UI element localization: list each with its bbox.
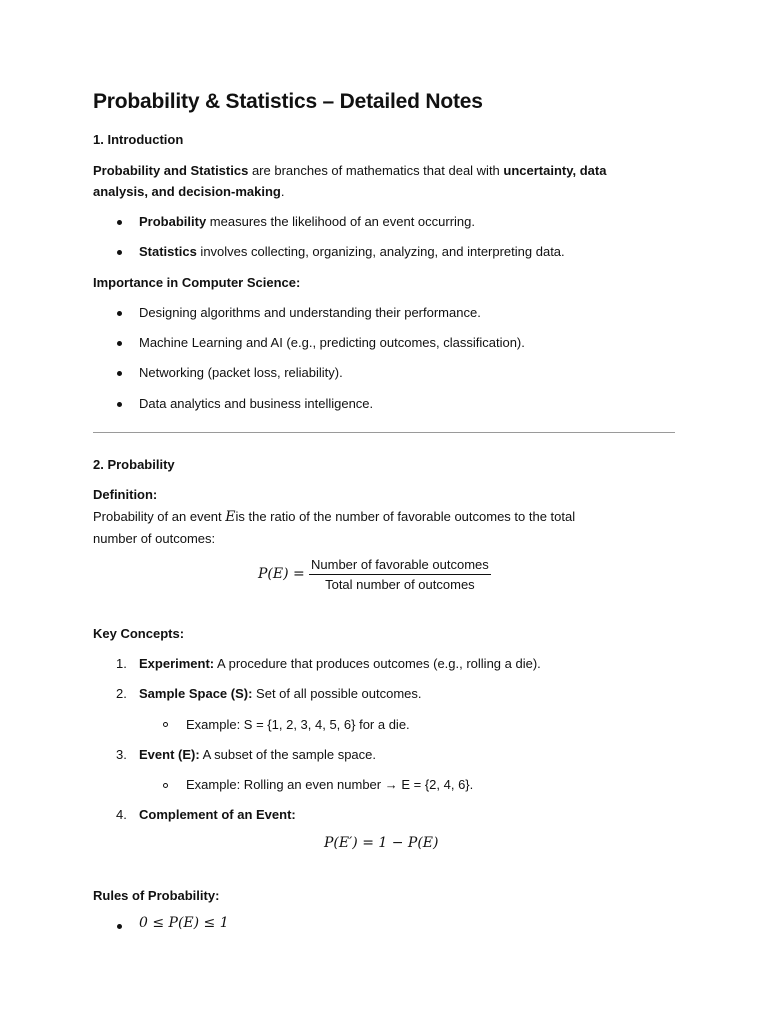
fraction-numerator: Number of favorable outcomes	[309, 557, 491, 575]
concept-term: Experiment:	[139, 656, 215, 671]
list-item: Data analytics and business intelligence.	[139, 396, 374, 411]
list-item	[139, 211, 475, 232]
page-title: Probability & Statistics – Detailed Notes	[93, 90, 483, 113]
concept-text: A procedure that produces outcomes (e.g., rolling a die).	[214, 656, 541, 671]
sub-bullet-circle	[163, 783, 168, 788]
definition-text-part: number of outcomes:	[93, 531, 216, 546]
definition-label: Definition:	[93, 487, 158, 502]
list-item	[139, 653, 541, 674]
complement-formula: P(E′) = 1 − P(E)	[324, 835, 439, 851]
rules-heading: Rules of Probability:	[93, 888, 220, 903]
list-item	[139, 241, 565, 262]
sub-list-item: Example: S = {1, 2, 3, 4, 5, 6} for a die.	[186, 717, 410, 732]
section-heading-probability: 2. Probability	[93, 457, 175, 472]
sub-list-item: Example: Rolling an even number → E = {2, 4, 6}.	[186, 777, 474, 792]
cs-importance-heading: Importance in Computer Science:	[93, 275, 301, 290]
bullet-dot	[117, 924, 122, 929]
intro-paragraph	[93, 160, 653, 202]
fraction-denominator: Total number of outcomes	[325, 577, 475, 592]
list-number: 4.	[116, 807, 127, 822]
list-number: 2.	[116, 686, 127, 701]
bullet-dot	[117, 311, 122, 316]
list-item: Machine Learning and AI (e.g., predicting outcomes, classification).	[139, 335, 525, 350]
list-number: 1.	[116, 656, 127, 671]
bullet-dot	[117, 341, 122, 346]
definition-text-part: Probability of an event	[93, 509, 226, 524]
bullet-dot	[117, 402, 122, 407]
definition-text	[93, 506, 575, 549]
list-item-text: involves collecting, organizing, analyzing, and interpreting data.	[196, 244, 565, 259]
section-divider	[93, 432, 675, 433]
bullet-dot	[117, 220, 122, 225]
definition-text-part: is the ratio of the number of favorable outcomes to the total	[235, 509, 576, 524]
bullet-dot	[117, 371, 122, 376]
intro-text-2: .	[280, 184, 285, 199]
formula-lhs: P(E) =	[258, 566, 305, 582]
sub-bullet-circle	[163, 722, 168, 727]
list-item	[139, 804, 296, 825]
intro-bold-2: uncertainty, data	[503, 163, 607, 178]
list-item: Networking (packet loss, reliability).	[139, 365, 343, 380]
intro-bold-3: analysis, and decision-making	[93, 184, 281, 199]
list-item	[139, 683, 422, 704]
concept-text: A subset of the sample space.	[199, 747, 377, 762]
list-number: 3.	[116, 747, 127, 762]
concept-term: Sample Space (S):	[139, 686, 253, 701]
intro-text-1: are branches of mathematics that deal with	[248, 163, 504, 178]
concept-text: Set of all possible outcomes.	[252, 686, 422, 701]
key-concepts-heading: Key Concepts:	[93, 626, 185, 641]
list-item-bold: Probability	[139, 214, 207, 229]
probability-fraction	[309, 557, 491, 592]
list-item-bold: Statistics	[139, 244, 197, 259]
concept-term: Complement of an Event:	[139, 807, 296, 822]
event-variable: E	[225, 509, 236, 525]
list-item-text: measures the likelihood of an event occurring.	[206, 214, 476, 229]
list-item: Designing algorithms and understanding their performance.	[139, 305, 481, 320]
bullet-dot	[117, 250, 122, 255]
list-item	[139, 744, 376, 765]
section-heading-introduction: 1. Introduction	[93, 132, 184, 147]
rule-formula: 0 ≤ P(E) ≤ 1	[139, 915, 229, 931]
intro-bold-1: Probability and Statistics	[93, 163, 249, 178]
concept-term: Event (E):	[139, 747, 200, 762]
